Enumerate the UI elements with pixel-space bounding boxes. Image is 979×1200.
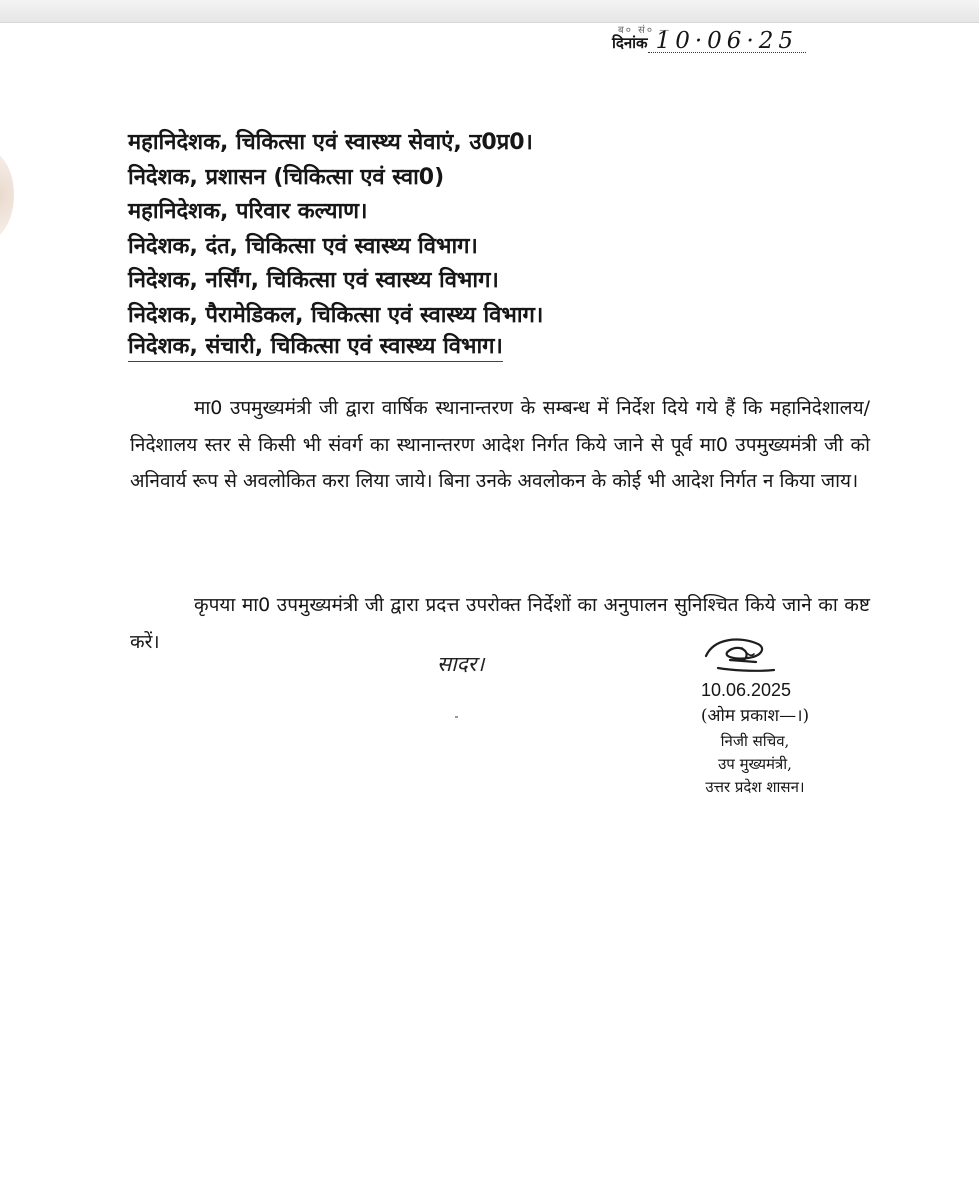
date-label: दिनांक <box>612 34 648 52</box>
addressee-item: निदेशक, दंत, चिकित्सा एवं स्वास्थ्य विभाग। <box>128 233 478 259</box>
scan-top-edge <box>0 0 979 23</box>
closing-saadar: सादर। <box>437 652 485 676</box>
addressee-item: निदेशक, संचारी, चिकित्सा एवं स्वास्थ्य विभाग। <box>128 333 503 362</box>
addressee-item: महानिदेशक, चिकित्सा एवं स्वास्थ्य सेवाएं, उ0प्र0। <box>128 130 533 155</box>
addressee-list <box>128 126 543 362</box>
date-row <box>612 30 806 53</box>
signature-icon <box>700 630 780 680</box>
signatory-designation: निजी सचिव, <box>720 732 790 750</box>
body-paragraph-request: कृपया मा0 उपमुख्यमंत्री जी द्वारा प्रदत्त उपरोक्त निर्देशों का अनुपालन सुनिश्चित किये जाने का कष्ट करें। <box>130 594 870 653</box>
reference-number-scribble: ब० सं० — <box>618 25 672 36</box>
signatory-designation: उत्तर प्रदेश शासन। <box>705 778 805 796</box>
addressee-item: निदेशक, पैरामेडिकल, चिकित्सा एवं स्वास्थ्य विभाग। <box>128 302 544 328</box>
scan-speck <box>455 716 458 718</box>
body-paragraph-directive: मा0 उपमुख्यमंत्री जी द्वारा वार्षिक स्थानान्तरण के सम्बन्ध में निर्देश दिये गये हैं कि महानिदेशालय/निदेशालय स्तर से किसी भी संवर्ग का स्थानान्तरण आदेश निर्गत किये जाने से पूर्व मा0 उपमुख्यमंत्री जी को अनिवार्य रूप से अवलोकित करा लिया जाये। बिना उनके अवलोकन के कोई भी आदेश निर्गत न किया जाय। <box>130 397 870 492</box>
addressee-item: निदेशक, नर्सिंग, चिकित्सा एवं स्वास्थ्य विभाग। <box>128 268 499 293</box>
signatory-name: (ओम प्रकाश—।) <box>700 706 810 726</box>
signatory-block <box>660 678 850 799</box>
signed-date: 10.06.2025 <box>700 680 792 700</box>
addressee-item: महानिदेशक, परिवार कल्याण। <box>128 199 368 224</box>
signatory-designation: उप मुख्यमंत्री, <box>718 755 792 773</box>
addressee-item: निदेशक, प्रशासन (चिकित्सा एवं स्वा0) <box>128 164 445 190</box>
handwritten-signature <box>700 630 780 684</box>
thumb-edge <box>0 150 14 240</box>
date-value: 10·06·25 <box>648 30 806 53</box>
